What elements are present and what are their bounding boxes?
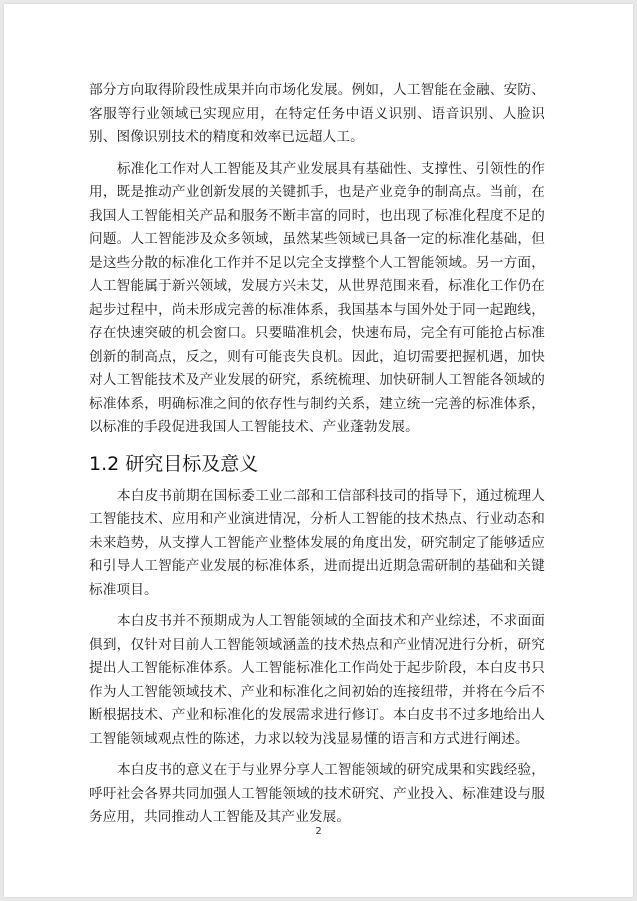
paragraph-scope: 本白皮书并不预期成为人工智能领域的全面技术和产业综述，不求面面俱到，仅针对目前人工智能领域涵盖的技术热点和产业情况进行分析，研究提出人工智能标准体系。人工智能标准化工作尚处于起步阶段，本白皮书只作为人工智能领域技术、产业和标准化之间初始的连接纽带，并将在今后不断根据技术、产业和标准化的发展需求进行修订。本白皮书不过多地给出人工智能领域观点性的陈述，力求以较为浅显易懂的语言和方式进行阐述。 — [89, 613, 545, 747]
section-heading: 1.2 研究目标及意义 — [89, 452, 259, 475]
document-page — [4, 4, 633, 897]
paragraph-significance: 本白皮书的意义在于与业界分享人工智能领域的研究成果和实践经验，呼吁社会各界共同加强人工智能领域的技术研究、产业投入、标准建设与服务应用，共同推动人工智能及其产业发展。 — [89, 762, 545, 825]
paragraph-guidance: 本白皮书前期在国标委工业二部和工信部科技司的指导下，通过梳理人工智能技术、应用和产业演进情况，分析人工智能的技术热点、行业动态和未来趋势，从支撑人工智能产业整体发展的角度出发，研究制定了能够适应和引导人工智能产业发展的标准体系，进而提出近期急需研制的基础和关键标准项目。 — [89, 487, 545, 598]
paragraph-continued: 部分方向取得阶段性成果并向市场化发展。例如，人工智能在金融、安防、客服等行业领域已实现应用，在特定任务中语义识别、语音识别、人脸识别、图像识别技术的精度和效率已远超人工。 — [89, 82, 545, 145]
page-number: 2 — [315, 826, 322, 837]
page-content — [89, 79, 545, 838]
paragraph-standardization-role: 标准化工作对人工智能及其产业发展具有基础性、支撑性、引领性的作用，既是推动产业创新发展的关键抓手，也是产业竞争的制高点。当前，在我国人工智能相关产品和服务不断丰富的同时，也出现了标准化程度不足的问题。人工智能涉及众多领域，虽然某些领域已具备一定的标准化基础，但是这些分散的标准化工作并不足以完全支撑整个人工智能领域。另一方面，人工智能属于新兴领域，发展方兴未艾，从世界范围来看，标准化工作仍在起步过程中，尚未形成完善的标准体系，我国基本与国外处于同一起跑线，存在快速突破的机会窗口。只要瞄准机会，快速布局，完全有可能抢占标准创新的制高点，反之，则有可能丧失良机。因此，迫切需要把握机遇，加快对人工智能技术及产业发展的研究，系统梳理、加快研制人工智能各领域的标准体系，明确标准之间的依存性与制约关系，建立统一完善的标准体系，以标准的手段促进我国人工智能技术、产业蓬勃发展。 — [89, 160, 545, 435]
